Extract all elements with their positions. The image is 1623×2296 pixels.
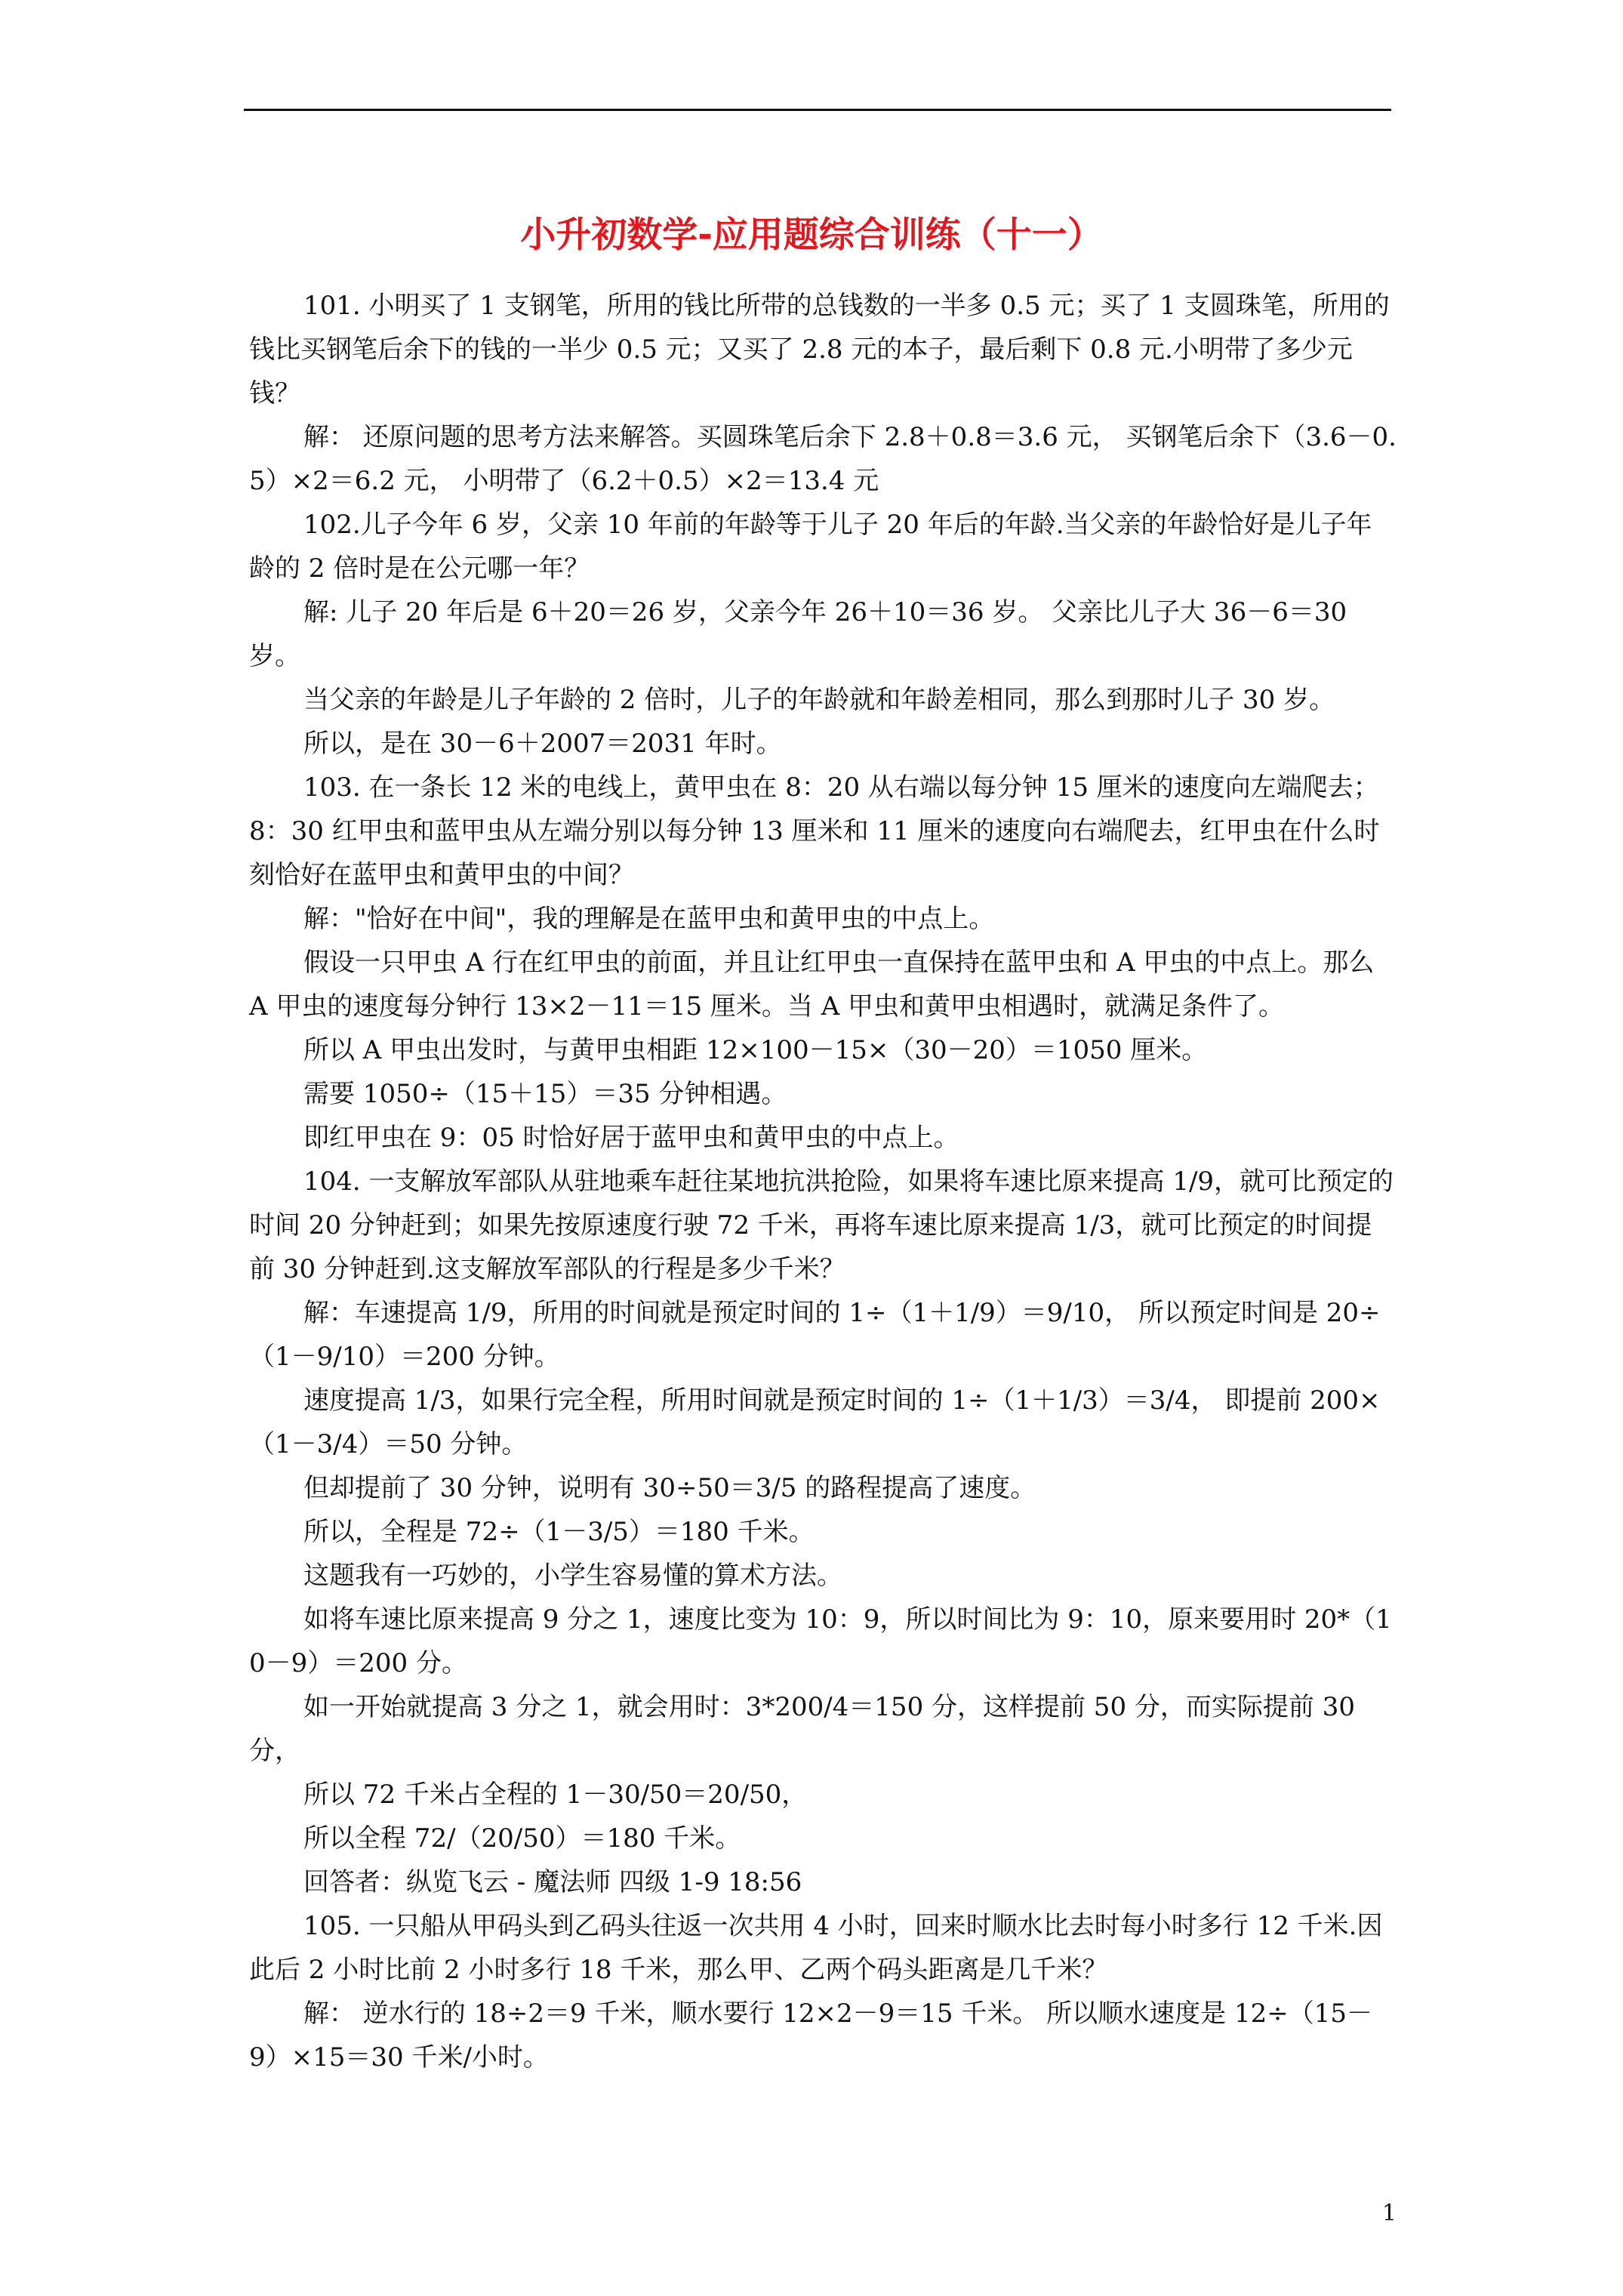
- paragraph-102-solution: 解: 儿子 20 年后是 6＋20＝26 岁，父亲今年 26＋10＝36 岁。 父亲比儿子大 36－6＝30 岁。: [249, 597, 1347, 671]
- page-title: 小升初数学-应用题综合训练（十一）: [520, 214, 1103, 256]
- paragraph-102-answer: 所以，是在 30－6＋2007＝2031 年时。: [303, 729, 782, 759]
- page-number: 1: [1381, 2200, 1397, 2227]
- paragraph-104-question: 104. 一支解放军部队从驻地乘车赶往某地抗洪抢险，如果将车速比原来提高 1/9，就可比预定的时间 20 分钟赶到；如果先按原速度行驶 72 千米，再将车速比原来提高 1/3，就可比预定的时间提前 30 分钟赶到.这支解放军部队的行程是多少千米？: [249, 1166, 1394, 1284]
- paragraph-102-reasoning: 当父亲的年龄是儿子年龄的 2 倍时，儿子的年龄就和年龄差相同，那么到那时儿子 30 岁。: [303, 685, 1335, 715]
- paragraph-103-distance: 所以 A 甲虫出发时，与黄甲虫相距 12×100－15×（30－20）＝1050 厘米。: [303, 1035, 1208, 1065]
- paragraph-104-solution: 解：车速提高 1/9，所用的时间就是预定时间的 1÷（1＋1/9）＝9/10， 所以预定时间是 20÷（1－9/10）＝200 分钟。: [249, 1298, 1381, 1372]
- paragraph-104-alt-answer: 所以全程 72/（20/50）＝180 千米。: [303, 1823, 741, 1854]
- paragraph-103-solution: 解："恰好在中间"，我的理解是在蓝甲虫和黄甲虫的中点上。: [303, 904, 995, 934]
- paragraph-101-solution: 解： 还原问题的思考方法来解答。买圆珠笔后余下 2.8＋0.8＝3.6 元， 买钢笔后余下（3.6－0.5）×2＝6.2 元， 小明带了（6.2＋0.5）×2＝13.4 元: [249, 422, 1397, 496]
- paragraph-104-answer: 所以，全程是 72÷（1－3/5）＝180 千米。: [303, 1517, 815, 1547]
- paragraph-104-alt-step2: 如一开始就提高 3 分之 1，就会用时：3*200/4＝150 分，这样提前 50 分，而实际提前 30 分，: [249, 1692, 1355, 1766]
- paragraph-103-assumption: 假设一只甲虫 A 行在红甲虫的前面，并且让红甲虫一直保持在蓝甲虫和 A 甲虫的中点上。那么 A 甲虫的速度每分钟行 13×2－11＝15 厘米。当 A 甲虫和黄甲虫相遇时，就满足条件了。: [249, 948, 1375, 1022]
- paragraph-102-question: 102.儿子今年 6 岁，父亲 10 年前的年龄等于儿子 20 年后的年龄.当父亲的年龄恰好是儿子年龄的 2 倍时是在公元哪一年？: [249, 510, 1372, 584]
- paragraph-104-alt-intro: 这题我有一巧妙的，小学生容易懂的算术方法。: [303, 1561, 842, 1591]
- header-rule: [244, 109, 1391, 111]
- paragraph-103-time: 需要 1050÷（15＋15）＝35 分钟相遇。: [303, 1079, 787, 1109]
- paragraph-104-step3: 但却提前了 30 分钟，说明有 30÷50＝3/5 的路程提高了速度。: [303, 1473, 1036, 1503]
- paragraph-104-answerer: 回答者：纵览飞云 - 魔法师 四级 1-9 18:56: [303, 1867, 802, 1897]
- paragraph-104-alt-step3: 所以 72 千米占全程的 1－30/50＝20/50，: [303, 1780, 808, 1810]
- paragraph-103-question: 103. 在一条长 12 米的电线上，黄甲虫在 8：20 从右端以每分钟 15 厘米的速度向左端爬去；8：30 红甲虫和蓝甲虫从左端分别以每分钟 13 厘米和 11 厘米的速度向右端爬去，红甲虫在什么时刻恰好在蓝甲虫和黄甲虫的中间？: [249, 772, 1380, 890]
- paragraph-105-solution: 解： 逆水行的 18÷2＝9 千米，顺水要行 12×2－9＝15 千米。 所以顺水速度是 12÷（15－9）×15＝30 千米/小时。: [249, 1999, 1372, 2073]
- paragraph-105-question: 105. 一只船从甲码头到乙码头往返一次共用 4 小时，回来时顺水比去时每小时多行 12 千米.因此后 2 小时比前 2 小时多行 18 千米，那么甲、乙两个码头距离是几千米？: [249, 1911, 1383, 1985]
- paragraph-104-alt-step1: 如将车速比原来提高 9 分之 1，速度比变为 10：9，所以时间比为 9：10，原来要用时 20*（10－9）＝200 分。: [249, 1604, 1392, 1678]
- paragraph-103-answer: 即红甲虫在 9：05 时恰好居于蓝甲虫和黄甲虫的中点上。: [303, 1123, 959, 1153]
- document-body: [249, 284, 1397, 2079]
- paragraph-101-question: 101. 小明买了 1 支钢笔，所用的钱比所带的总钱数的一半多 0.5 元；买了 1 支圆珠笔，所用的钱比买钢笔后余下的钱的一半少 0.5 元；又买了 2.8 元的本子，最后剩下 0.8 元.小明带了多少元钱？: [249, 291, 1390, 408]
- paragraph-104-step2: 速度提高 1/3，如果行完全程，所用时间就是预定时间的 1÷（1＋1/3）＝3/4， 即提前 200×（1－3/4）＝50 分钟。: [249, 1385, 1381, 1459]
